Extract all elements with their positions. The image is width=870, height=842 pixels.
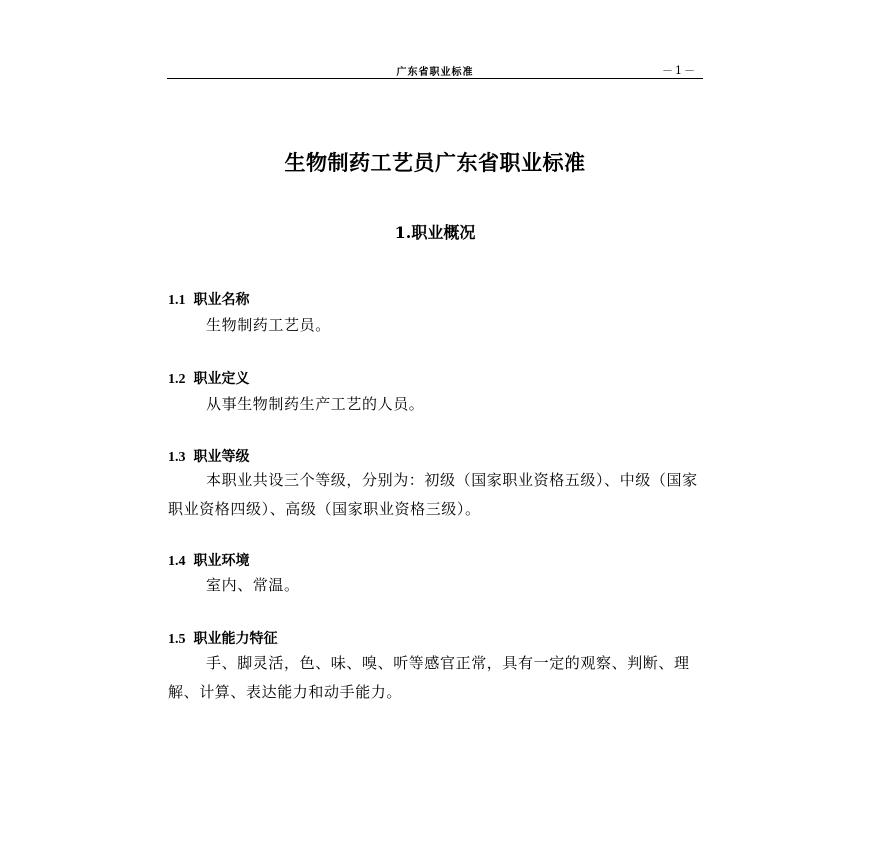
section-body: 生物制药工艺员。 bbox=[206, 316, 331, 334]
section-heading-text: 职业环境 bbox=[193, 553, 250, 569]
section-number: 1.3 bbox=[168, 450, 186, 465]
section-heading bbox=[168, 628, 278, 648]
section-number: 1.2 bbox=[168, 372, 186, 387]
section-heading bbox=[168, 550, 250, 570]
section-heading bbox=[168, 446, 250, 466]
header-title: 广东省职业标准 bbox=[396, 67, 474, 78]
page-number: －1－ bbox=[662, 64, 697, 77]
section-body: 从事生物制药生产工艺的人员。 bbox=[206, 395, 425, 413]
section-heading-text: 职业名称 bbox=[193, 292, 250, 308]
page-header bbox=[167, 60, 703, 79]
section-body: 室内、常温。 bbox=[206, 576, 300, 594]
chapter-title: 1.职业概况 bbox=[394, 223, 476, 242]
section-heading-text: 职业等级 bbox=[193, 449, 250, 465]
section-number: 1.1 bbox=[168, 293, 186, 308]
section-body: 手、脚灵活，色、味、嗅、听等感官正常，具有一定的观察、判断、理解、计算、表达能力和动手能力。 bbox=[168, 654, 690, 701]
section-heading bbox=[168, 289, 250, 309]
section-heading bbox=[168, 368, 250, 388]
section-body: 本职业共设三个等级，分别为：初级（国家职业资格五级）、中级（国家职业资格四级）、高级（国家职业资格三级）。 bbox=[168, 471, 698, 518]
section-number: 1.4 bbox=[168, 554, 186, 569]
section-heading-text: 职业定义 bbox=[193, 371, 250, 387]
document-title: 生物制药工艺员广东省职业标准 bbox=[284, 150, 586, 175]
section-heading-text: 职业能力特征 bbox=[193, 631, 278, 647]
section-number: 1.5 bbox=[168, 632, 186, 647]
